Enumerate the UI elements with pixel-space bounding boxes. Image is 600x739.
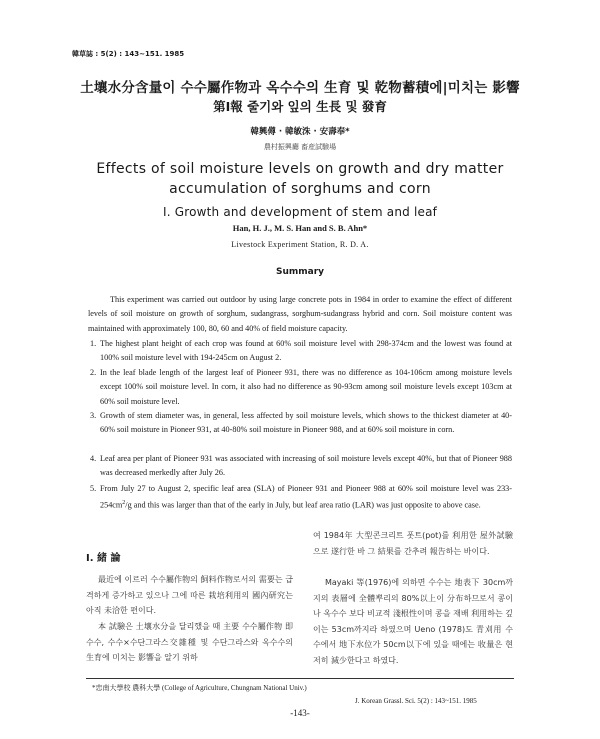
section-heading-introduction: Ⅰ. 緒 論 xyxy=(86,553,121,564)
page-number: -143- xyxy=(290,708,310,718)
summary-item-text-post: /g and this was larger than that of the early in July, but leaf area ratio (LAR) was just opposite to above case. xyxy=(125,501,481,511)
affiliation-korean: 農村振興廳 畜産試驗場 xyxy=(263,143,337,151)
summary-item-2 xyxy=(90,366,512,409)
title-english-line1: Effects of soil moisture levels on growth and dry matter xyxy=(96,161,504,177)
authors-english: Han, H. J., M. S. Han and S. B. Ahn* xyxy=(232,223,368,233)
left-column-paragraph-2: 本 試驗은 土壤水分을 달리했을 때 主要 수수屬作物 即 수수, 수수×수단그라스交雜種 및 수단그라스와 옥수수의 生育에 미치는 影響을 알기 위하 xyxy=(86,622,293,662)
summary-intro: This experiment was carried out outdoor by using large concrete pots in 1984 in order to examine the effect of different levels of soil moisture on growth of sorghum, sudangrass, sorghum-sudangrass hybrid and corn. Soil moisture content was maintained with approximately 100, 80, 60 and 40% of field moisture capacity. xyxy=(88,295,512,333)
summary-item-4 xyxy=(90,452,512,481)
left-column-paragraph-1: 最近에 이르러 수수屬作物의 飼料作物로서의 需要는 급격하게 증가하고 있으나 그에 따른 栽培利用의 國內研究는 아직 未洽한 편이다. xyxy=(86,575,293,615)
journal-reference: 韓草誌 : 5(2) : 143~151. 1985 xyxy=(72,50,185,58)
summary-item-text: Leaf area per plant of Pioneer 931 was associated with increasing of soil moisture levels except 40%, but that of Pioneer 988 was decreased merkedly after July 26. xyxy=(100,454,512,478)
summary-item-1 xyxy=(90,337,512,366)
summary-item-number: 2. xyxy=(90,368,97,377)
summary-item-5 xyxy=(90,482,512,514)
summary-item-text: In the leaf blade length of the largest leaf of Pioneer 931, there was no difference as 104-106cm among moisture levels except 100% soil moisture level. In corn, it also had no difference as 90-93cm among soil moisture levels except 103cm at 60% soil moisture level. xyxy=(100,368,512,406)
footnote: *忠南大學校 農科大學 (College of Agriculture, Chungnam National Univ.) xyxy=(92,684,307,692)
superscript-2: 2 xyxy=(122,500,126,507)
title-english-line2: accumulation of sorghums and corn xyxy=(169,181,431,197)
summary-heading: Summary xyxy=(275,267,325,277)
summary-item-number: 5. xyxy=(90,484,97,493)
summary-item-text-pre: From July 27 to August 2, specific leaf area (SLA) of Pioneer 931 and Pioneer 988 at 60% soil moisture level was 233-254cm xyxy=(100,484,512,511)
summary-item-number: 3. xyxy=(90,411,97,420)
summary-item-text: The highest plant height of each crop was found at 60% soil moisture level with 298-374cm and the lowest was found at 100% soil moisture level with 194-245cm on August 2. xyxy=(100,339,512,363)
title-korean-line2: 第Ⅰ報 줄기와 잎의 生長 및 發育 xyxy=(213,99,387,114)
journal-footer: J. Korean Grassl. Sci. 5(2) : 143~151. 1985 xyxy=(355,697,477,705)
subtitle-english: Ⅰ. Growth and development of stem and leaf xyxy=(162,205,438,219)
authors-korean: 韓興僔 · 韓敏洙 · 安壽奉* xyxy=(250,127,350,137)
affiliation-english: Livestock Experiment Station, R. D. A. xyxy=(231,240,369,249)
summary-item-text: Growth of stem diameter was, in general, less affected by soil moisture levels, which shows to the thickest diameter at 40-60% soil moisture in Pioneer 931, at 40-80% soil moisture in Pioneer 988, and at 60% soil moisture in corn. xyxy=(100,411,512,435)
footnote-divider xyxy=(86,678,514,679)
summary-item-number: 1. xyxy=(90,339,97,348)
right-column-paragraph-1: 여 1984年 大型콘크리트 폿트(pot)를 利用한 屋外試驗으로 遂行한 바 그 結果를 간추려 報告하는 바이다. xyxy=(313,531,513,556)
summary-item-number: 4. xyxy=(90,454,97,463)
summary-item-3 xyxy=(90,409,512,438)
title-korean-line1: 土壤水分含量이 수수屬作物과 옥수수의 生育 및 乾物蓄積에|미치는 影響 xyxy=(80,80,520,96)
right-column-paragraph-2: Mayaki 等(1976)에 의하면 수수는 地表下 30cm까지의 表層에 全體뿌리의 80%以上이 分布하므로서 콩이나 옥수수 보다 비교적 淺根性이며 콩을 재배 利用하는 깊이는 53cm까지라 하였으며 Ueno (1978)도 青刈用 수수에서 地下水位가 50cm以下에 있을 때에는 收量은 현저히 減少한다고 하였다. xyxy=(313,578,513,665)
